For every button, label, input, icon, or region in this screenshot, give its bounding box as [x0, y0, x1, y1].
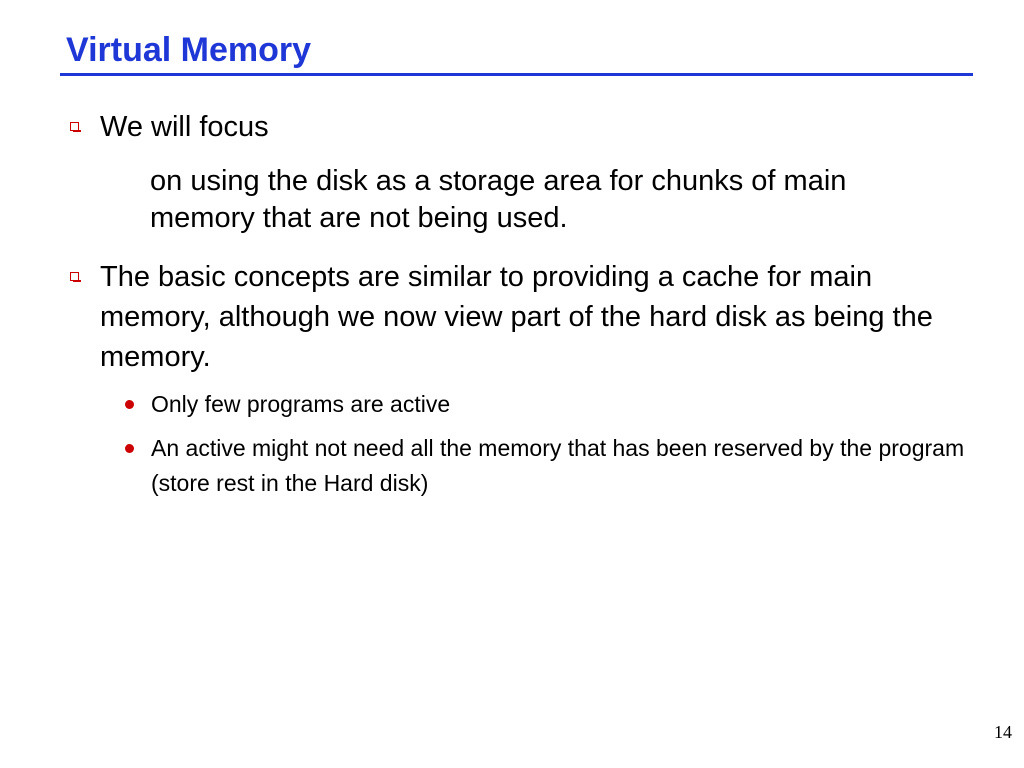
square-bullet-icon: [70, 272, 79, 281]
title-underline: [60, 73, 973, 76]
square-bullet-icon: [70, 122, 79, 131]
dot-bullet-icon: [125, 444, 134, 453]
page-number: 14: [994, 722, 1012, 742]
bullet-item: [100, 107, 960, 147]
bullet-text: The basic concepts are similar to providing a cache for main memory, although we now view part of the hard disk as being the memory.: [100, 261, 933, 373]
bullet-item: [100, 257, 960, 377]
bullet-continuation: on using the disk as a storage area for chunks of main memory that are not being used.: [150, 165, 847, 234]
sub-bullet-item: [151, 387, 971, 422]
sub-bullet-item: [151, 431, 971, 501]
slide-title: Virtual Memory: [66, 31, 312, 69]
dot-bullet-icon: [125, 400, 134, 409]
sub-bullet-text: Only few programs are active: [151, 391, 451, 417]
bullet-text: We will focus: [100, 111, 269, 143]
sub-bullet-text: An active might not need all the memory that has been reserved by the program (store rest in the Hard disk): [151, 435, 965, 496]
